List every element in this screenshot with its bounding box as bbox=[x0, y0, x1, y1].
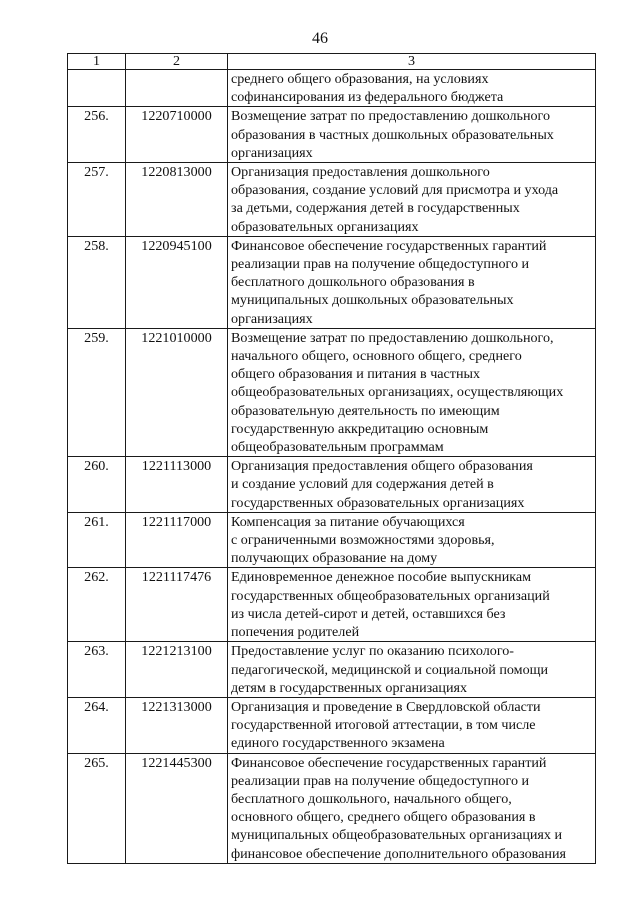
target-article-code: 1221445300 bbox=[126, 753, 228, 863]
article-description bbox=[228, 236, 596, 328]
description-line: Финансовое обеспечение государственных гарантий bbox=[231, 754, 547, 771]
description-line: государственных образовательных организациях bbox=[231, 494, 525, 511]
continuation-num-cell bbox=[68, 70, 126, 107]
description-line: Предоставление услуг по оказанию психолого- bbox=[231, 643, 514, 660]
description-line: Финансовое обеспечение государственных гарантий bbox=[231, 237, 547, 254]
description-line: начального общего, основного общего, среднего bbox=[231, 348, 522, 365]
description-line: с ограниченными возможностями здоровья, bbox=[231, 532, 495, 549]
target-article-code: 1221213100 bbox=[126, 642, 228, 698]
description-line: образования в частных дошкольных образовательных bbox=[231, 126, 554, 143]
header-col-3: 3 bbox=[228, 54, 596, 70]
continuation-line: среднего общего образования, на условиях bbox=[231, 71, 489, 87]
row-number: 264. bbox=[68, 697, 126, 753]
classification-table bbox=[67, 53, 596, 864]
description-line: попечения родителей bbox=[231, 624, 360, 641]
table-body bbox=[68, 54, 596, 864]
continuation-row bbox=[68, 70, 596, 107]
table-row bbox=[68, 512, 596, 568]
article-description bbox=[228, 568, 596, 642]
header-col-1: 1 bbox=[68, 54, 126, 70]
table-row bbox=[68, 163, 596, 237]
target-article-code: 1221117476 bbox=[126, 568, 228, 642]
table-row bbox=[68, 236, 596, 328]
table-row bbox=[68, 568, 596, 642]
description-line: получающих образование на дому bbox=[231, 550, 438, 567]
description-line: Единовременное денежное пособие выпускникам bbox=[231, 569, 532, 586]
description-line: общеобразовательных организациях, осуществляющих bbox=[231, 384, 564, 401]
row-number: 256. bbox=[68, 107, 126, 163]
target-article-code: 1221313000 bbox=[126, 697, 228, 753]
description-line: бесплатного дошкольного, начального общего, bbox=[231, 790, 512, 807]
target-article-code: 1221117000 bbox=[126, 512, 228, 568]
row-number: 258. bbox=[68, 236, 126, 328]
description-line: Компенсация за питание обучающихся bbox=[231, 513, 465, 530]
description-line: единого государственного экзамена bbox=[231, 735, 445, 752]
description-line: финансовое обеспечение дополнительного образования bbox=[231, 845, 566, 862]
article-description bbox=[228, 107, 596, 163]
description-line: образовательную деятельность по имеющим bbox=[231, 402, 500, 419]
article-description bbox=[228, 328, 596, 456]
description-line: государственных общеобразовательных организаций bbox=[231, 587, 550, 604]
article-description bbox=[228, 512, 596, 568]
article-description bbox=[228, 697, 596, 753]
description-line: муниципальных дошкольных образовательных bbox=[231, 292, 514, 309]
description-line: организациях bbox=[231, 144, 313, 161]
row-number: 261. bbox=[68, 512, 126, 568]
description-line: Организация предоставления дошкольного bbox=[231, 164, 490, 181]
description-line: основного общего, среднего общего образования в bbox=[231, 809, 536, 826]
target-article-code: 1220813000 bbox=[126, 163, 228, 237]
description-line: Организация и проведение в Свердловской области bbox=[231, 698, 541, 715]
row-number: 265. bbox=[68, 753, 126, 863]
description-line: государственной итоговой аттестации, в том числе bbox=[231, 717, 536, 734]
table-row bbox=[68, 107, 596, 163]
description-line: бесплатного дошкольного образования в bbox=[231, 274, 475, 291]
description-line: педагогической, медицинской и социальной помощи bbox=[231, 661, 549, 678]
description-line: детям в государственных организациях bbox=[231, 679, 468, 696]
description-line: реализации прав на получение общедоступного и bbox=[231, 256, 530, 273]
row-number: 263. bbox=[68, 642, 126, 698]
continuation-line: софинансирования из федерального бюджета bbox=[231, 89, 504, 106]
article-description bbox=[228, 642, 596, 698]
description-line: за детьми, содержания детей в государственных bbox=[231, 200, 520, 217]
description-line: муниципальных общеобразовательных организациях и bbox=[231, 827, 563, 844]
description-line: организациях bbox=[231, 310, 313, 327]
description-line: из числа детей-сирот и детей, оставшихся без bbox=[231, 605, 506, 622]
target-article-code: 1221010000 bbox=[126, 328, 228, 456]
description-line: реализации прав на получение общедоступного и bbox=[231, 772, 530, 789]
target-article-code: 1220945100 bbox=[126, 236, 228, 328]
article-description bbox=[228, 753, 596, 863]
description-line: образовательных организациях bbox=[231, 218, 419, 235]
table-row bbox=[68, 697, 596, 753]
description-line: государственную аккредитацию основным bbox=[231, 420, 489, 437]
row-number: 259. bbox=[68, 328, 126, 456]
row-number: 262. bbox=[68, 568, 126, 642]
page-number: 46 bbox=[312, 30, 328, 47]
table-row bbox=[68, 457, 596, 513]
description-line: общего образования и питания в частных bbox=[231, 366, 481, 383]
continuation-code-cell bbox=[126, 70, 228, 107]
table-row bbox=[68, 328, 596, 456]
article-description bbox=[228, 457, 596, 513]
continuation-text-cell bbox=[228, 70, 596, 107]
description-line: Возмещение затрат по предоставлению дошкольного bbox=[231, 108, 551, 125]
target-article-code: 1220710000 bbox=[126, 107, 228, 163]
description-line: и создание условий для содержания детей в bbox=[231, 476, 494, 493]
table-header-row bbox=[68, 54, 596, 70]
description-line: Организация предоставления общего образования bbox=[231, 458, 533, 475]
header-col-2: 2 bbox=[126, 54, 228, 70]
description-line: общеобразовательным программам bbox=[231, 439, 444, 456]
description-line: образования, создание условий для присмотра и ухода bbox=[231, 182, 559, 199]
row-number: 260. bbox=[68, 457, 126, 513]
row-number: 257. bbox=[68, 163, 126, 237]
table-row bbox=[68, 753, 596, 863]
article-description bbox=[228, 163, 596, 237]
table-row bbox=[68, 642, 596, 698]
description-line: Возмещение затрат по предоставлению дошкольного, bbox=[231, 329, 554, 346]
target-article-code: 1221113000 bbox=[126, 457, 228, 513]
